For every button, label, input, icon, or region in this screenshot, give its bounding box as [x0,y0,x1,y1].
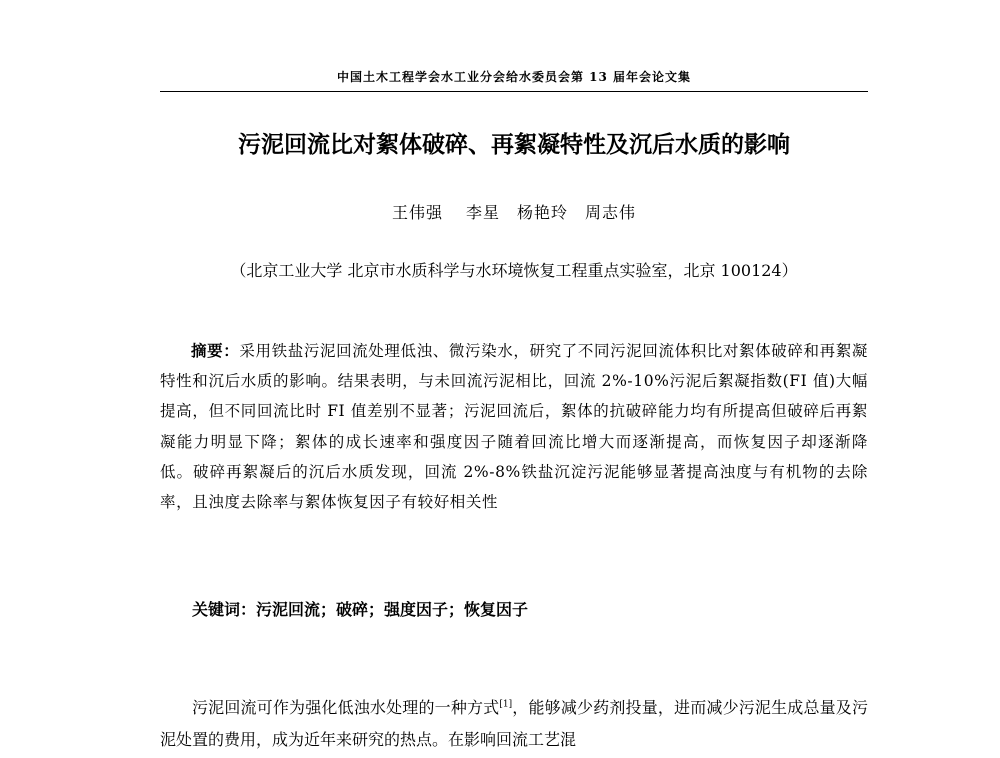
body-text-rest: ，能够减少药剂投量，进而减少污泥生成总量及污泥处置的费用，成为近年来研究的热点。在影响回流工艺混 [160,698,868,749]
keywords [192,597,868,620]
keywords-text: 污泥回流；破碎；强度因子；恢复因子 [256,600,529,619]
keywords-label: 关键词： [192,600,257,619]
abstract [160,336,868,517]
citation-ref[interactable]: [1] [499,699,513,710]
abstract-label: 摘要： [191,341,240,360]
affiliation: （北京工业大学 北京市水质科学与水环境恢复工程重点实验室，北京 100124） [230,261,798,280]
header-rule [160,91,868,92]
abstract-text: 采用铁盐污泥回流处理低浊、微污染水，研究了不同污泥回流体积比对絮体破碎和再絮凝特性和沉后水质的影响。结果表明，与未回流污泥相比，回流 2%-10%污泥后絮凝指数(FI 值)大幅提高，但不同回流比时 FI 值差别不显著；污泥回流后，絮体的抗破碎能力均有所提高但破碎后再絮凝能力明显下降；絮体的成长速率和强度因子随着回流比增大而逐渐提高，而恢复因子却逐渐降低。破碎再絮凝后的沉后水质发现，回流 2%-8%铁盐沉淀污泥能够显著提高浊度与有机物的去除率，且浊度去除率与絮体恢复因子有较好相关性 [160,342,868,512]
paper-title: 污泥回流比对絮体破碎、再絮凝特性及沉后水质的影响 [238,132,790,158]
body-paragraph [160,692,868,756]
author-list: 王伟强 李星 杨艳玲 周志伟 [391,203,637,222]
running-header: 中国土木工程学会水工业分会给水委员会第 13 届年会论文集 [336,70,692,84]
body-text-start: 污泥回流可作为强化低浊水处理的一种方式 [192,698,500,717]
